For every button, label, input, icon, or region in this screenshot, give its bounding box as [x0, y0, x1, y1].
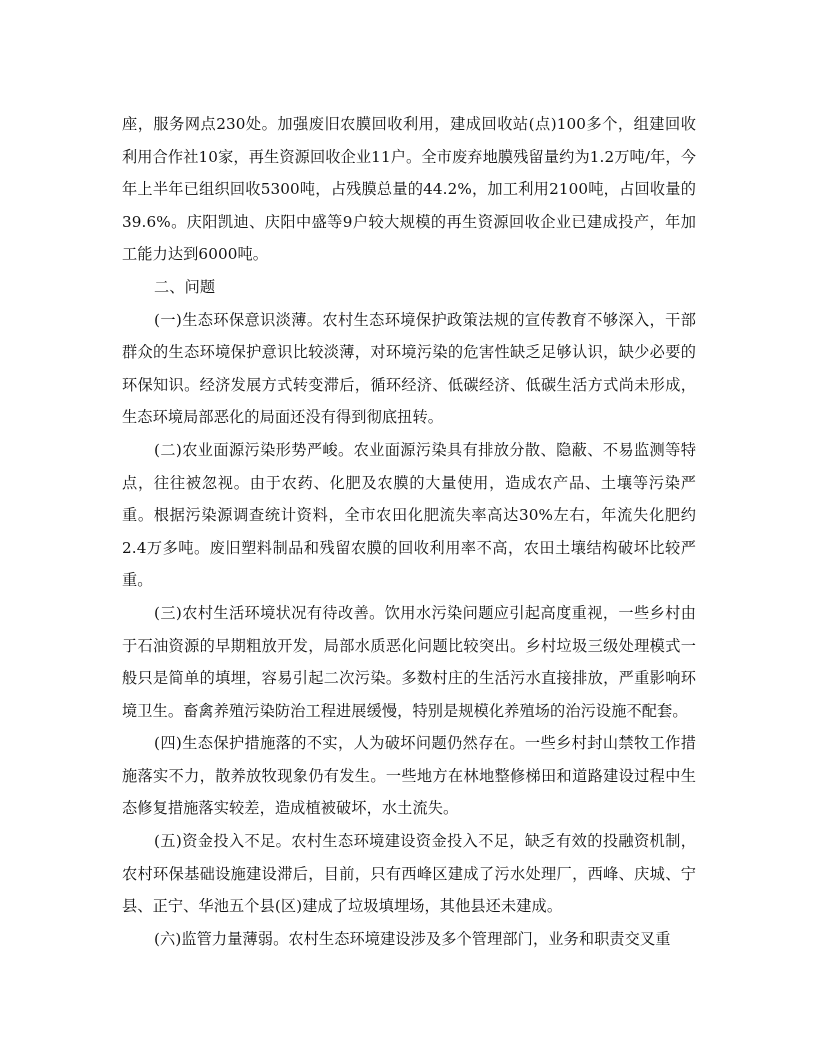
paragraph-rural-living-environment: (三)农村生活环境状况有待改善。饮用水污染问题应引起高度重视，一些乡村由于石油资源的早期粗放开发，局部水质恶化问题比较突出。乡村垃圾三级处理模式一般只是简单的填埋，容易引起二次污染。多数村庄的生活污水直接排放，严重影响环境卫生。畜禽养殖污染防治工程进展缓慢，特别是规模化养殖场的治污设施不配套。: [122, 603, 696, 720]
paragraph-continuation: 座，服务网点230处。加强废旧农膜回收利用，建成回收站(点)100多个，组建回收利用合作社10家，再生资源回收企业11户。全市废弃地膜残留量约为1.2万吨/年，今年上半年已组织回收5300吨，占残膜总量的44.2%，加工利用2100吨，占回收量的39.6%。庆阳凯迪、庆阳中盛等9户较大规模的再生资源回收企业已建成投产，年加工能力达到6000吨。: [122, 115, 696, 264]
section-heading-problems: 二、问题: [154, 277, 216, 296]
paragraph-ecological-awareness: (一)生态环保意识淡薄。农村生态环境保护政策法规的宣传教育不够深入，干部群众的生态环境保护意识比较淡薄，对环境污染的危害性缺乏足够认识，缺少必要的环保知识。经济发展方式转变滞后，循环经济、低碳经济、低碳生活方式尚未形成，生态环境局部恶化的局面还没有得到彻底扭转。: [122, 310, 696, 427]
paragraph-agricultural-pollution: (二)农业面源污染形势严峻。农业面源污染具有排放分散、隐蔽、不易监测等特点，往往被忽视。由于农药、化肥及农膜的大量使用，造成农产品、土壤等污染严重。根据污染源调查统计资料，全市农田化肥流失率高达30%左右，年流失化肥约2.4万多吨。废旧塑料制品和残留农膜的回收利用率不高，农田土壤结构破坏比较严重。: [122, 440, 696, 590]
document-page: [122, 108, 696, 955]
paragraph-ecological-protection: (四)生态保护措施落的不实，人为破坏问题仍然存在。一些乡村封山禁牧工作措施落实不力，散养放牧现象仍有发生。一些地方在林地整修梯田和道路建设过程中生态修复措施落实较差，造成植被破坏，水土流失。: [122, 734, 696, 818]
paragraph-funding: (五)资金投入不足。农村生态环境建设资金投入不足，缺乏有效的投融资机制，农村环保基础设施建设滞后，目前，只有西峰区建成了污水处理厂，西峰、庆城、宁县、正宁、华池五个县(区)建成了垃圾填埋场，其他县还未建成。: [122, 832, 696, 916]
paragraph-supervision: (六)监管力量薄弱。农村生态环境建设涉及多个管理部门，业务和职责交叉重: [154, 929, 671, 948]
